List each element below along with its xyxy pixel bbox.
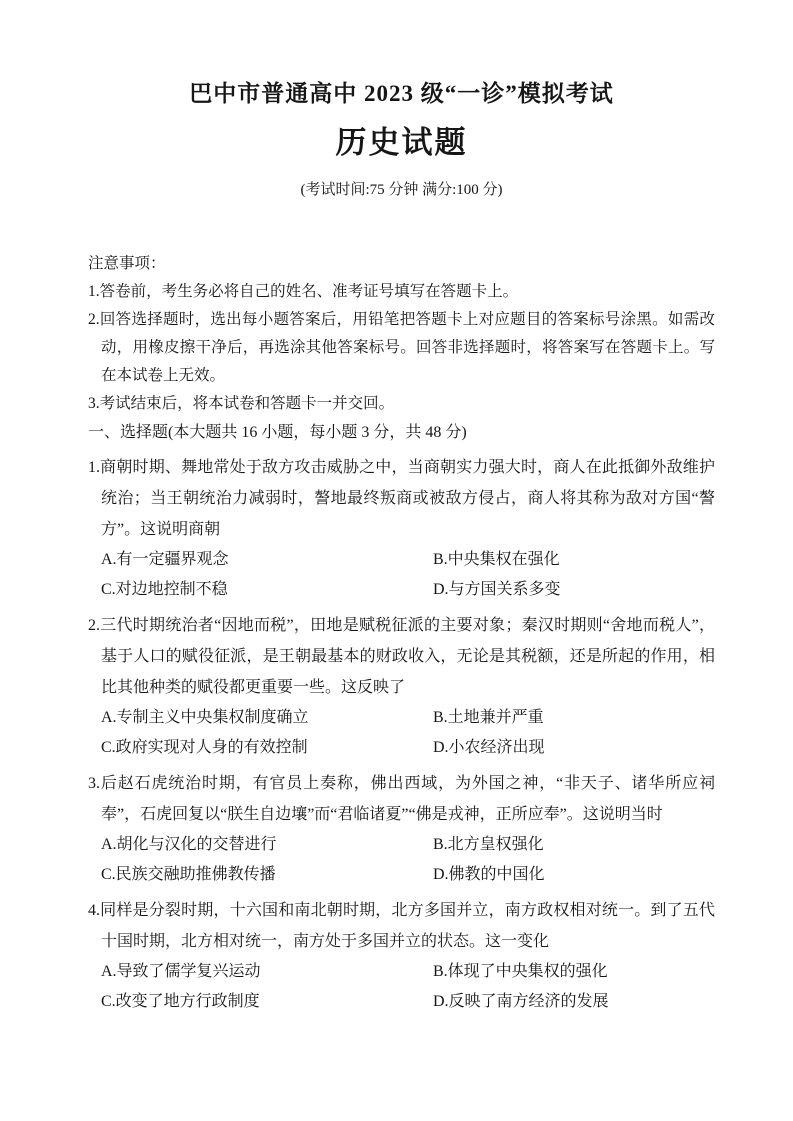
exam-info: (考试时间:75 分钟 满分:100 分) xyxy=(300,182,503,198)
question-stem: 4.同样是分裂时期，十六国和南北朝时期，北方多国并立，南方政权相对统一。到了五代十国时期，北方相对统一，南方处于多国并立的状态。这一变化 xyxy=(88,902,715,950)
option-c: C.民族交融助推佛教传播 xyxy=(101,866,276,883)
note-item-1: 1.答卷前，考生务必将自己的姓名、准考证号填写在答题卡上。 xyxy=(88,283,519,300)
option-a: A.有一定疆界观念 xyxy=(101,551,229,568)
option-a: A.专制主义中央集权制度确立 xyxy=(101,709,309,726)
section-title: 一、选择题(本大题共 16 小题，每小题 3 分，共 48 分) xyxy=(88,424,467,441)
option-d: D.佛教的中国化 xyxy=(433,866,545,883)
question-stem: 3.后赵石虎统治时期，有官员上奏称，佛出西域，为外国之神，“非天子、诸华所应祠奉”，石虎回复以“朕生自边壤”而“君临诸夏”“佛是戎神，正所应奉”。这说明当时 xyxy=(88,775,715,823)
option-b: B.北方皇权强化 xyxy=(433,836,544,853)
question-options xyxy=(88,545,715,605)
option-c: C.对边地控制不稳 xyxy=(101,581,228,598)
exam-notes xyxy=(88,250,715,418)
option-d: D.小农经济出现 xyxy=(433,739,545,756)
exam-subject: 历史试题 xyxy=(335,125,468,160)
exam-title: 巴中市普通高中 2023 级“一诊”模拟考试 xyxy=(189,81,614,106)
question-options xyxy=(88,703,715,763)
option-c: C.政府实现对人身的有效控制 xyxy=(101,739,308,756)
option-a: A.胡化与汉化的交替进行 xyxy=(101,836,277,853)
question-options xyxy=(88,830,715,890)
question-1 xyxy=(88,452,715,605)
option-d: D.反映了南方经济的发展 xyxy=(433,993,609,1010)
question-stem: 2.三代时期统治者“因地而税”，田地是赋税征派的主要对象；秦汉时期则“舍地而税人”，基于人口的赋役征派，是王朝最基本的财政收入，无论是其税额，还是所起的作用，相比其他种类的赋役都更重要一些。这反映了 xyxy=(88,617,715,696)
note-item-3: 3.考试结束后，将本试卷和答题卡一并交回。 xyxy=(88,395,395,412)
question-4 xyxy=(88,895,715,1017)
option-b: B.土地兼并严重 xyxy=(433,709,544,726)
question-3 xyxy=(88,768,715,890)
question-2 xyxy=(88,610,715,763)
notes-header: 注意事项： xyxy=(88,255,166,272)
option-b: B.体现了中央集权的强化 xyxy=(433,963,608,980)
question-options xyxy=(88,957,715,1017)
option-d: D.与方国关系多变 xyxy=(433,581,561,598)
option-a: A.导致了儒学复兴运动 xyxy=(101,963,261,980)
question-stem: 1.商朝时期、舞地常处于敌方攻击威胁之中，当商朝实力强大时，商人在此抵御外敌维护统治；当王朝统治力减弱时，謷地最终叛商或被敌方侵占，商人将其称为敌对方国“謷方”。这说明商朝 xyxy=(88,459,715,538)
option-b: B.中央集权在强化 xyxy=(433,551,560,568)
option-c: C.改变了地方行政制度 xyxy=(101,993,260,1010)
note-item-2: 2.回答选择题时，选出每小题答案后，用铅笔把答题卡上对应题目的答案标号涂黑。如需改动，用橡皮擦干净后，再选涂其他答案标号。回答非选择题时，将答案写在答题卡上。写在本试卷上无效。 xyxy=(88,311,715,384)
